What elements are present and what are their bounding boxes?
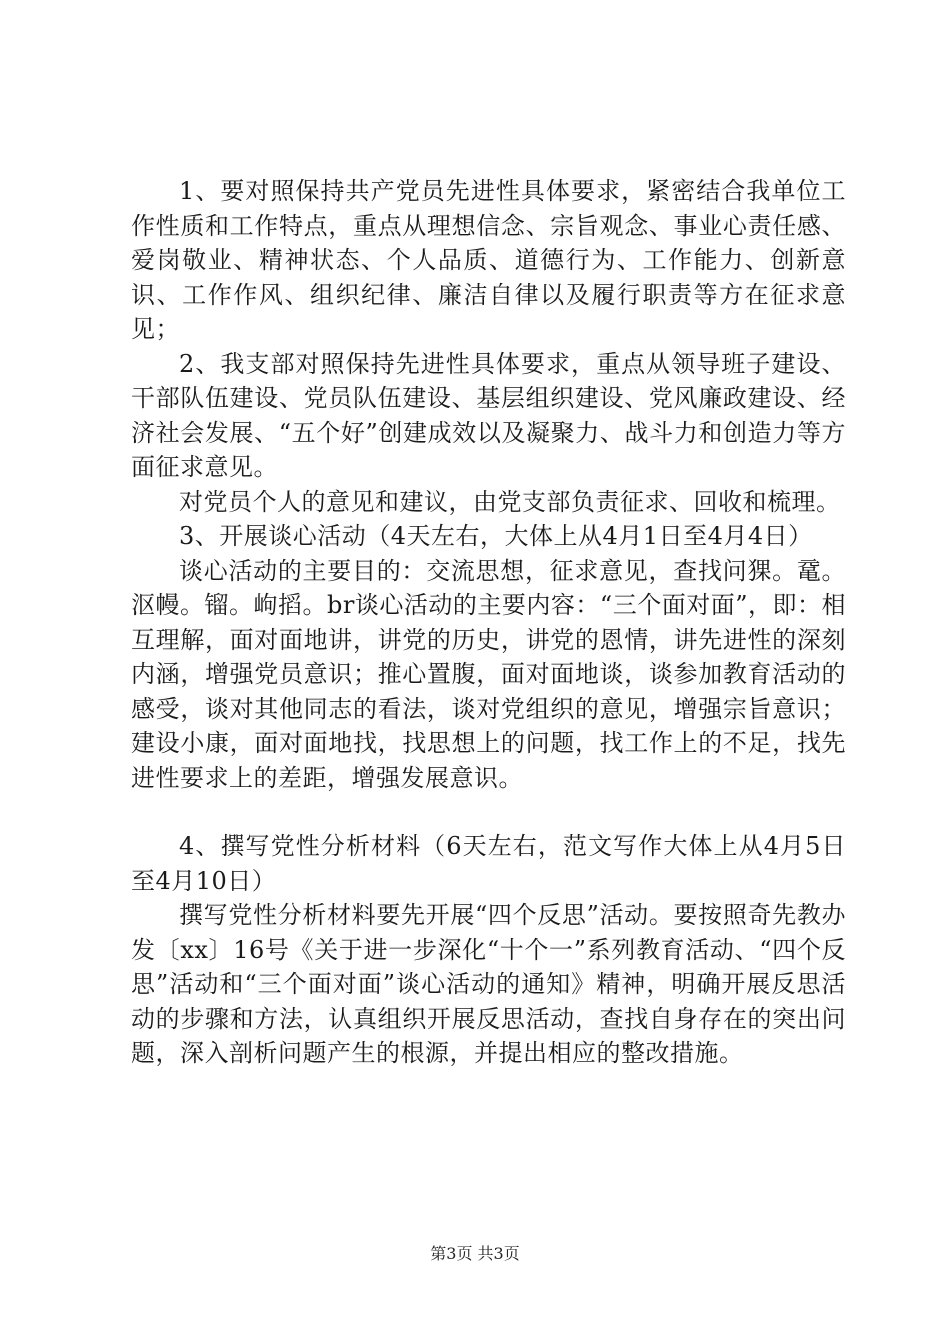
paragraph-item-4-heading: 4、撰写党性分析材料（6天左右，范文写作大体上从4月5日至4月10日） xyxy=(131,832,846,895)
paragraph-item-1: 1、要对照保持共产党员先进性具体要求，紧密结合我单位工作性质和工作特点，重点从理想信念、宗旨观念、事业心责任感、爱岗敬业、精神状态、个人品质、道德行为、工作能力、创新意识、工作作风、组织纪律、廉洁自律以及履行职责等方在征求意见； xyxy=(131,177,846,343)
document-body xyxy=(131,174,846,1071)
paragraph-item-3-heading: 3、开展谈心活动（4天左右，大体上从4月1日至4月4日） xyxy=(179,522,813,550)
paragraph-item-2: 2、我支部对照保持先进性具体要求，重点从领导班子建设、干部队伍建设、党员队伍建设、基层组织建设、党风廉政建设、经济社会发展、“五个好”创建成效以及凝聚力、战斗力和创造力等方面征求意见。 xyxy=(131,349,846,481)
paragraph-dangxing-fenxi: 撰写党性分析材料要先开展“四个反思”活动。要按照奇先教办发〔xx〕16号《关于进一步深化“十个一”系列教育活动、“四个反思”活动和“三个面对面”谈心活动的通知》精神，明确开展反思活动的步骤和方法，认真组织开展反思活动，查找自身存在的突出问题，深入剖析问题产生的根源，并提出相应的整改措施。 xyxy=(131,901,846,1067)
paragraph-tanxin-content: 谈心活动的主要目的：交流思想，征求意见，查找问猓。鼋。沤幔。镏。岣搯。br谈心活动的主要内容：“三个面对面”，即：相互理解，面对面地讲，讲党的历史，讲党的恩情，讲先进性的深刻内涵，增强党员意识；推心置腹，面对面地谈，谈参加教育活动的感受，谈对其他同志的看法，谈对党组织的意见，增强宗旨意识；建设小康，面对面地找，找思想上的问题，找工作上的不足，找先进性要求上的差距，增强发展意识。 xyxy=(131,556,846,792)
paragraph-dangyuan-yijian: 对党员个人的意见和建议，由党支部负责征求、回收和梳理。 xyxy=(179,487,841,516)
page-number-footer: 第3页 共3页 xyxy=(430,1244,520,1263)
paragraph-spacer xyxy=(131,795,846,829)
